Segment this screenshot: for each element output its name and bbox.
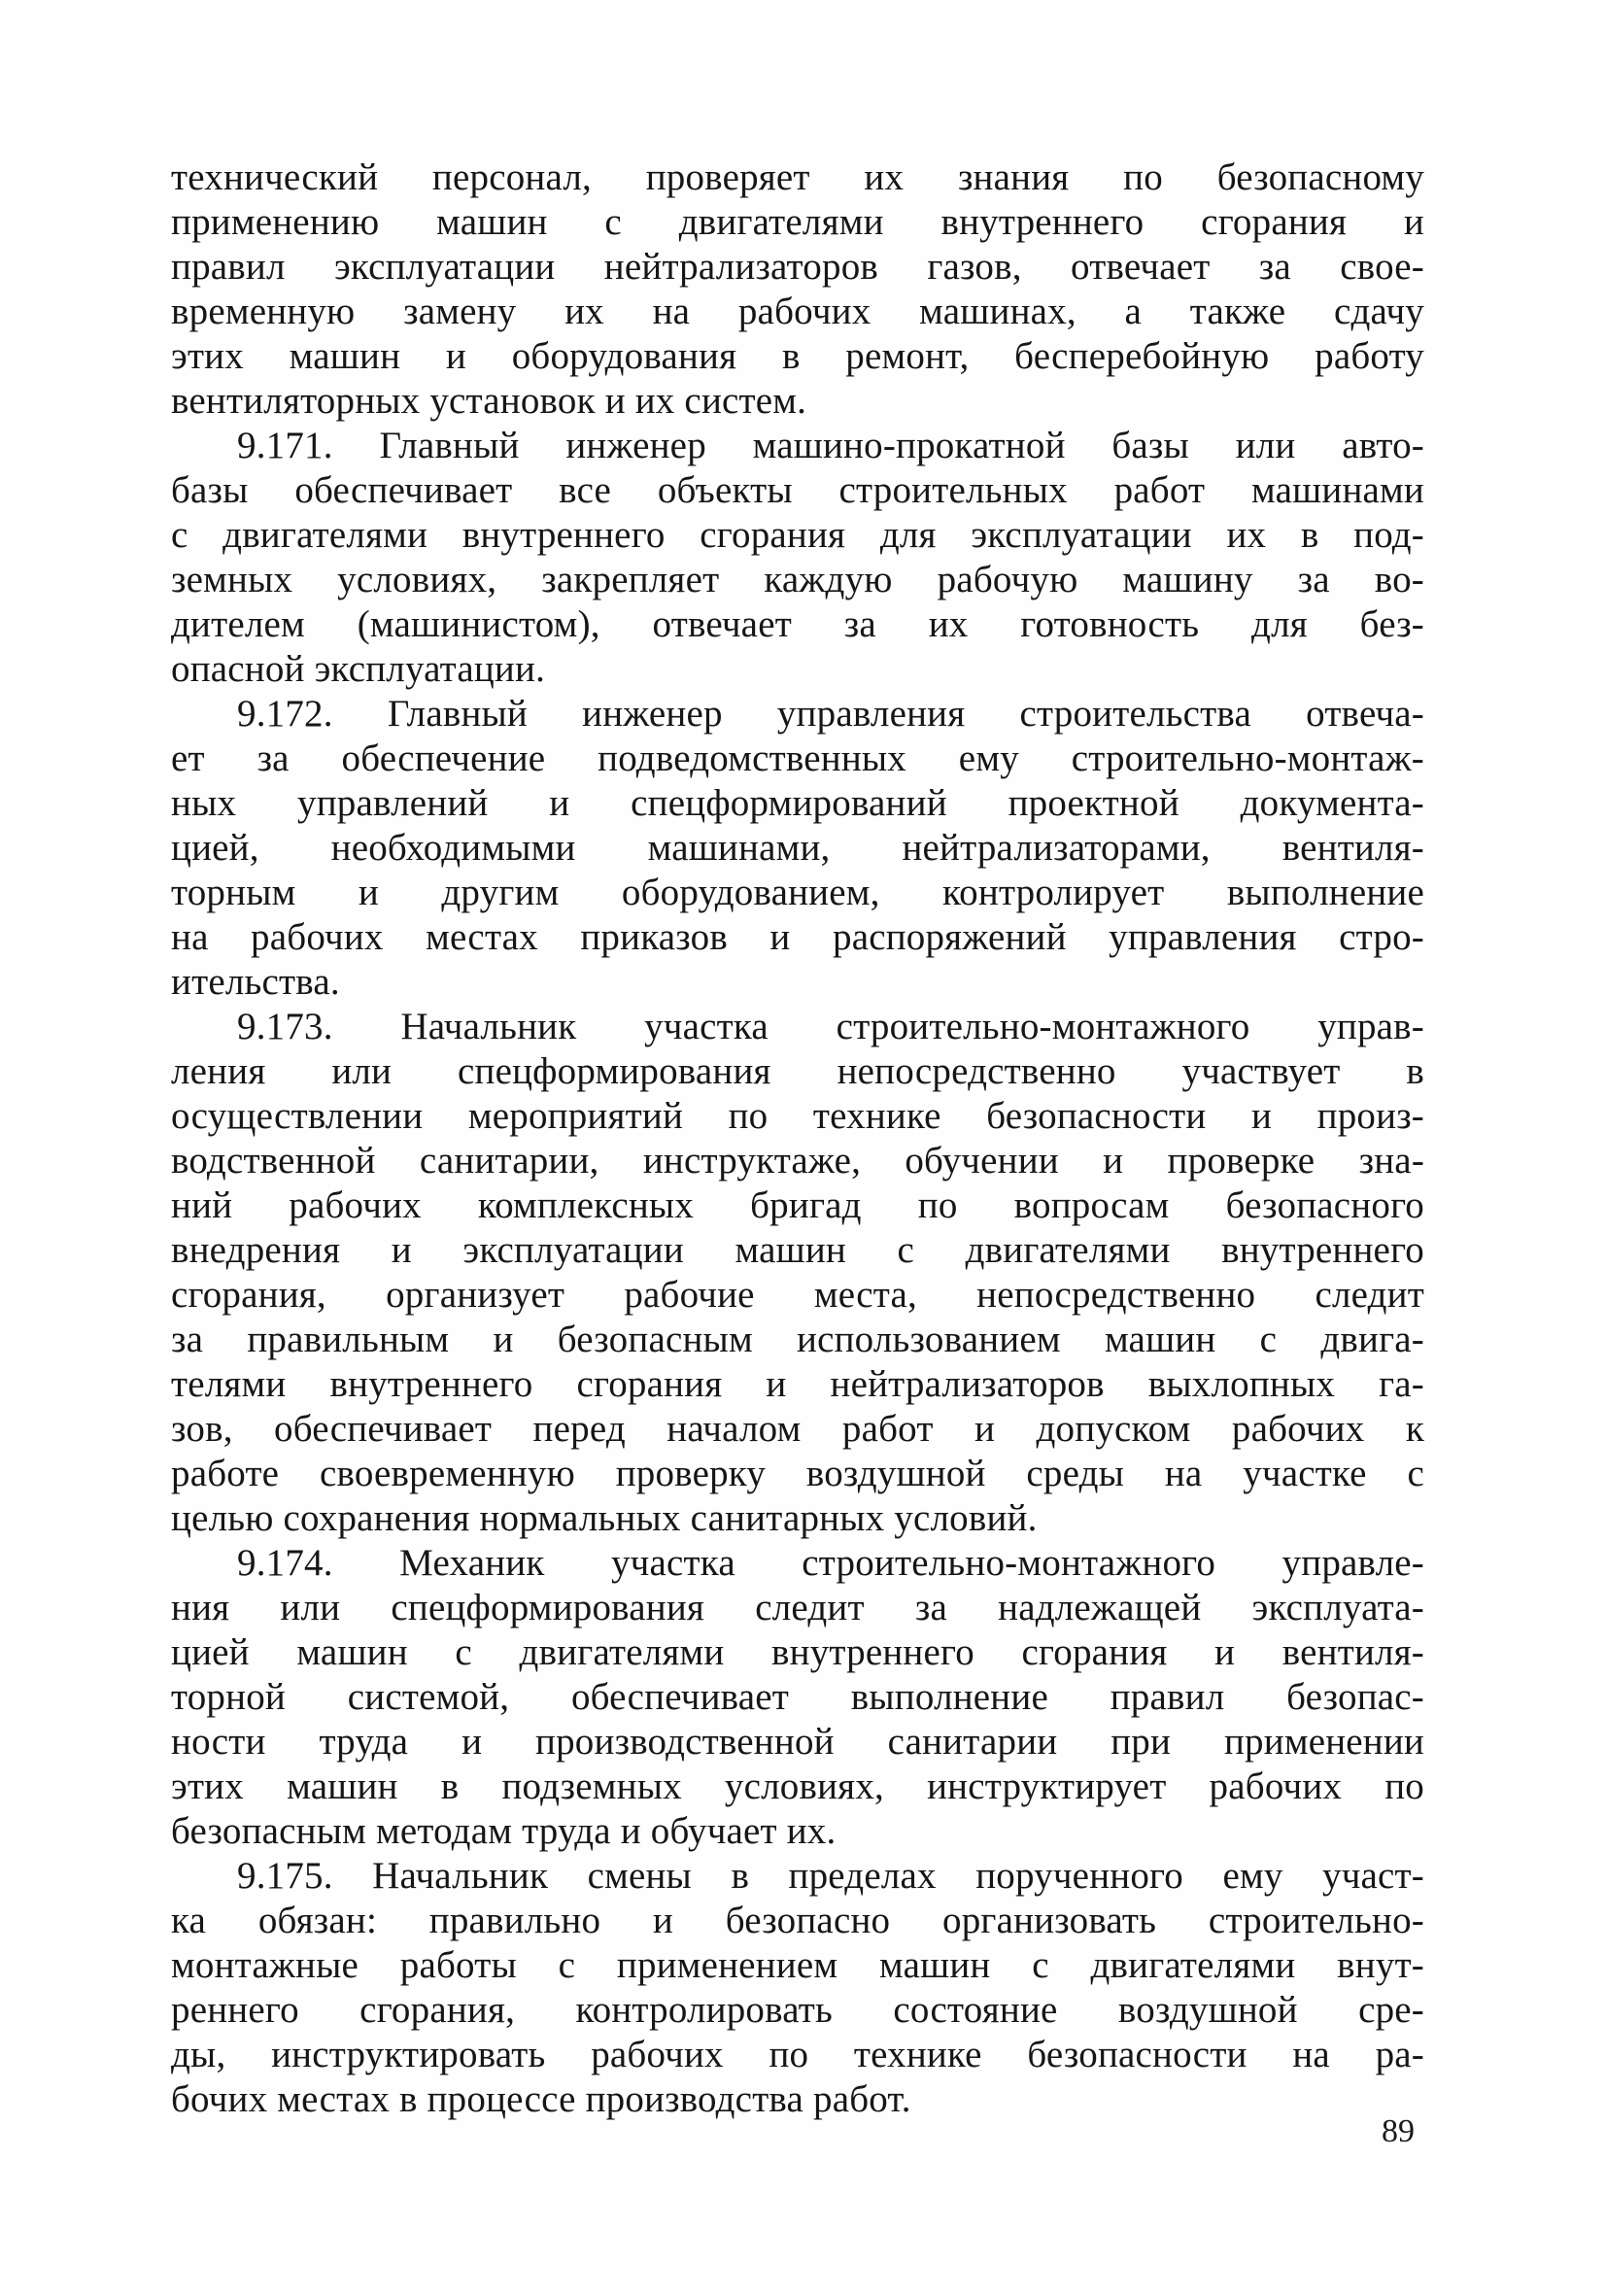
text-line: цией, необходимыми машинами, нейтрализаторами, вентиля- bbox=[171, 827, 1424, 869]
body-text bbox=[171, 155, 1424, 2122]
text-line: технический персонал, проверяет их знания по безопасному bbox=[171, 156, 1424, 198]
text-line: 9.175. Начальник смены в пределах порученного ему участ- bbox=[237, 1855, 1424, 1897]
paragraph-9-173 bbox=[171, 1005, 1424, 1541]
text-line: сгорания, организует рабочие места, непосредственно следит bbox=[171, 1274, 1424, 1316]
text-line: ний рабочих комплексных бригад по вопросам безопасного bbox=[171, 1184, 1424, 1226]
text-line: за правильным и безопасным использованием машин с двига- bbox=[171, 1319, 1424, 1360]
text-line: торной системой, обеспечивает выполнение правил безопас- bbox=[171, 1676, 1424, 1718]
text-line: правил эксплуатации нейтрализаторов газов, отвечает за свое- bbox=[171, 246, 1424, 288]
text-line: телями внутреннего сгорания и нейтрализаторов выхлопных га- bbox=[171, 1363, 1424, 1405]
text-line: ительства. bbox=[171, 961, 340, 1003]
text-line: дителем (машинистом), отвечает за их готовность для без- bbox=[171, 603, 1424, 645]
text-line: базы обеспечивает все объекты строительных работ машинами bbox=[171, 469, 1424, 511]
text-line: ности труда и производственной санитарии при применении bbox=[171, 1721, 1424, 1763]
text-line: ка обязан: правильно и безопасно организовать строительно- bbox=[171, 1900, 1424, 1941]
text-line: ния или спецформирования следит за надлежащей эксплуата- bbox=[171, 1587, 1424, 1628]
text-line: торным и другим оборудованием, контролирует выполнение bbox=[171, 872, 1424, 913]
text-line: работе своевременную проверку воздушной среды на участке с bbox=[171, 1453, 1424, 1494]
text-line: 9.172. Главный инженер управления строительства отвеча- bbox=[237, 693, 1424, 735]
text-line: ления или спецформирования непосредственно участвует в bbox=[171, 1050, 1424, 1092]
text-line: ных управлений и спецформирований проектной документа- bbox=[171, 782, 1424, 824]
text-line: целью сохранения нормальных санитарных условий. bbox=[171, 1497, 1038, 1539]
text-line: этих машин и оборудования в ремонт, бесперебойную работу bbox=[171, 335, 1424, 377]
text-line: цией машин с двигателями внутреннего сгорания и вентиля- bbox=[171, 1631, 1424, 1673]
text-line: зов, обеспечивает перед началом работ и допуском рабочих к bbox=[171, 1408, 1424, 1450]
text-line: 9.171. Главный инженер машино-прокатной базы или авто- bbox=[237, 425, 1424, 466]
text-line: ет за обеспечение подведомственных ему строительно-монтаж- bbox=[171, 737, 1424, 779]
text-line: внедрения и эксплуатации машин с двигателями внутреннего bbox=[171, 1229, 1424, 1271]
text-line: осуществлении мероприятий по технике безопасности и произ- bbox=[171, 1095, 1424, 1137]
text-line: водственной санитарии, инструктаже, обучении и проверке зна- bbox=[171, 1140, 1424, 1182]
paragraph-9-171 bbox=[171, 424, 1424, 692]
text-line: земных условиях, закрепляет каждую рабочую машину за во- bbox=[171, 559, 1424, 600]
text-line: временную замену их на рабочих машинах, а также сдачу bbox=[171, 291, 1424, 332]
page-number: 89 bbox=[1382, 2113, 1415, 2149]
text-line: безопасным методам труда и обучает их. bbox=[171, 1810, 837, 1852]
text-line: этих машин в подземных условиях, инструктирует рабочих по bbox=[171, 1765, 1424, 1807]
text-line: ды, инструктировать рабочих по технике безопасности на ра- bbox=[171, 2034, 1424, 2075]
text-line: бочих местах в процессе производства работ. bbox=[171, 2078, 911, 2120]
paragraph-9-172 bbox=[171, 692, 1424, 1005]
text-line: опасной эксплуатации. bbox=[171, 648, 546, 690]
text-line: на рабочих местах приказов и распоряжений управления стро- bbox=[171, 916, 1424, 958]
paragraph-9-175 bbox=[171, 1854, 1424, 2122]
text-line: монтажные работы с применением машин с двигателями внут- bbox=[171, 1944, 1424, 1986]
paragraph-continuation bbox=[171, 155, 1424, 424]
text-line: применению машин с двигателями внутреннего сгорания и bbox=[171, 201, 1424, 243]
text-line: вентиляторных установок и их систем. bbox=[171, 380, 807, 422]
paragraph-9-174 bbox=[171, 1541, 1424, 1854]
text-line: с двигателями внутреннего сгорания для эксплуатации их в под- bbox=[171, 514, 1424, 556]
text-line: реннего сгорания, контролировать состояние воздушной сре- bbox=[171, 1989, 1424, 2031]
text-line: 9.173. Начальник участка строительно-монтажного управ- bbox=[237, 1006, 1424, 1047]
text-line: 9.174. Механик участка строительно-монтажного управле- bbox=[237, 1542, 1424, 1584]
